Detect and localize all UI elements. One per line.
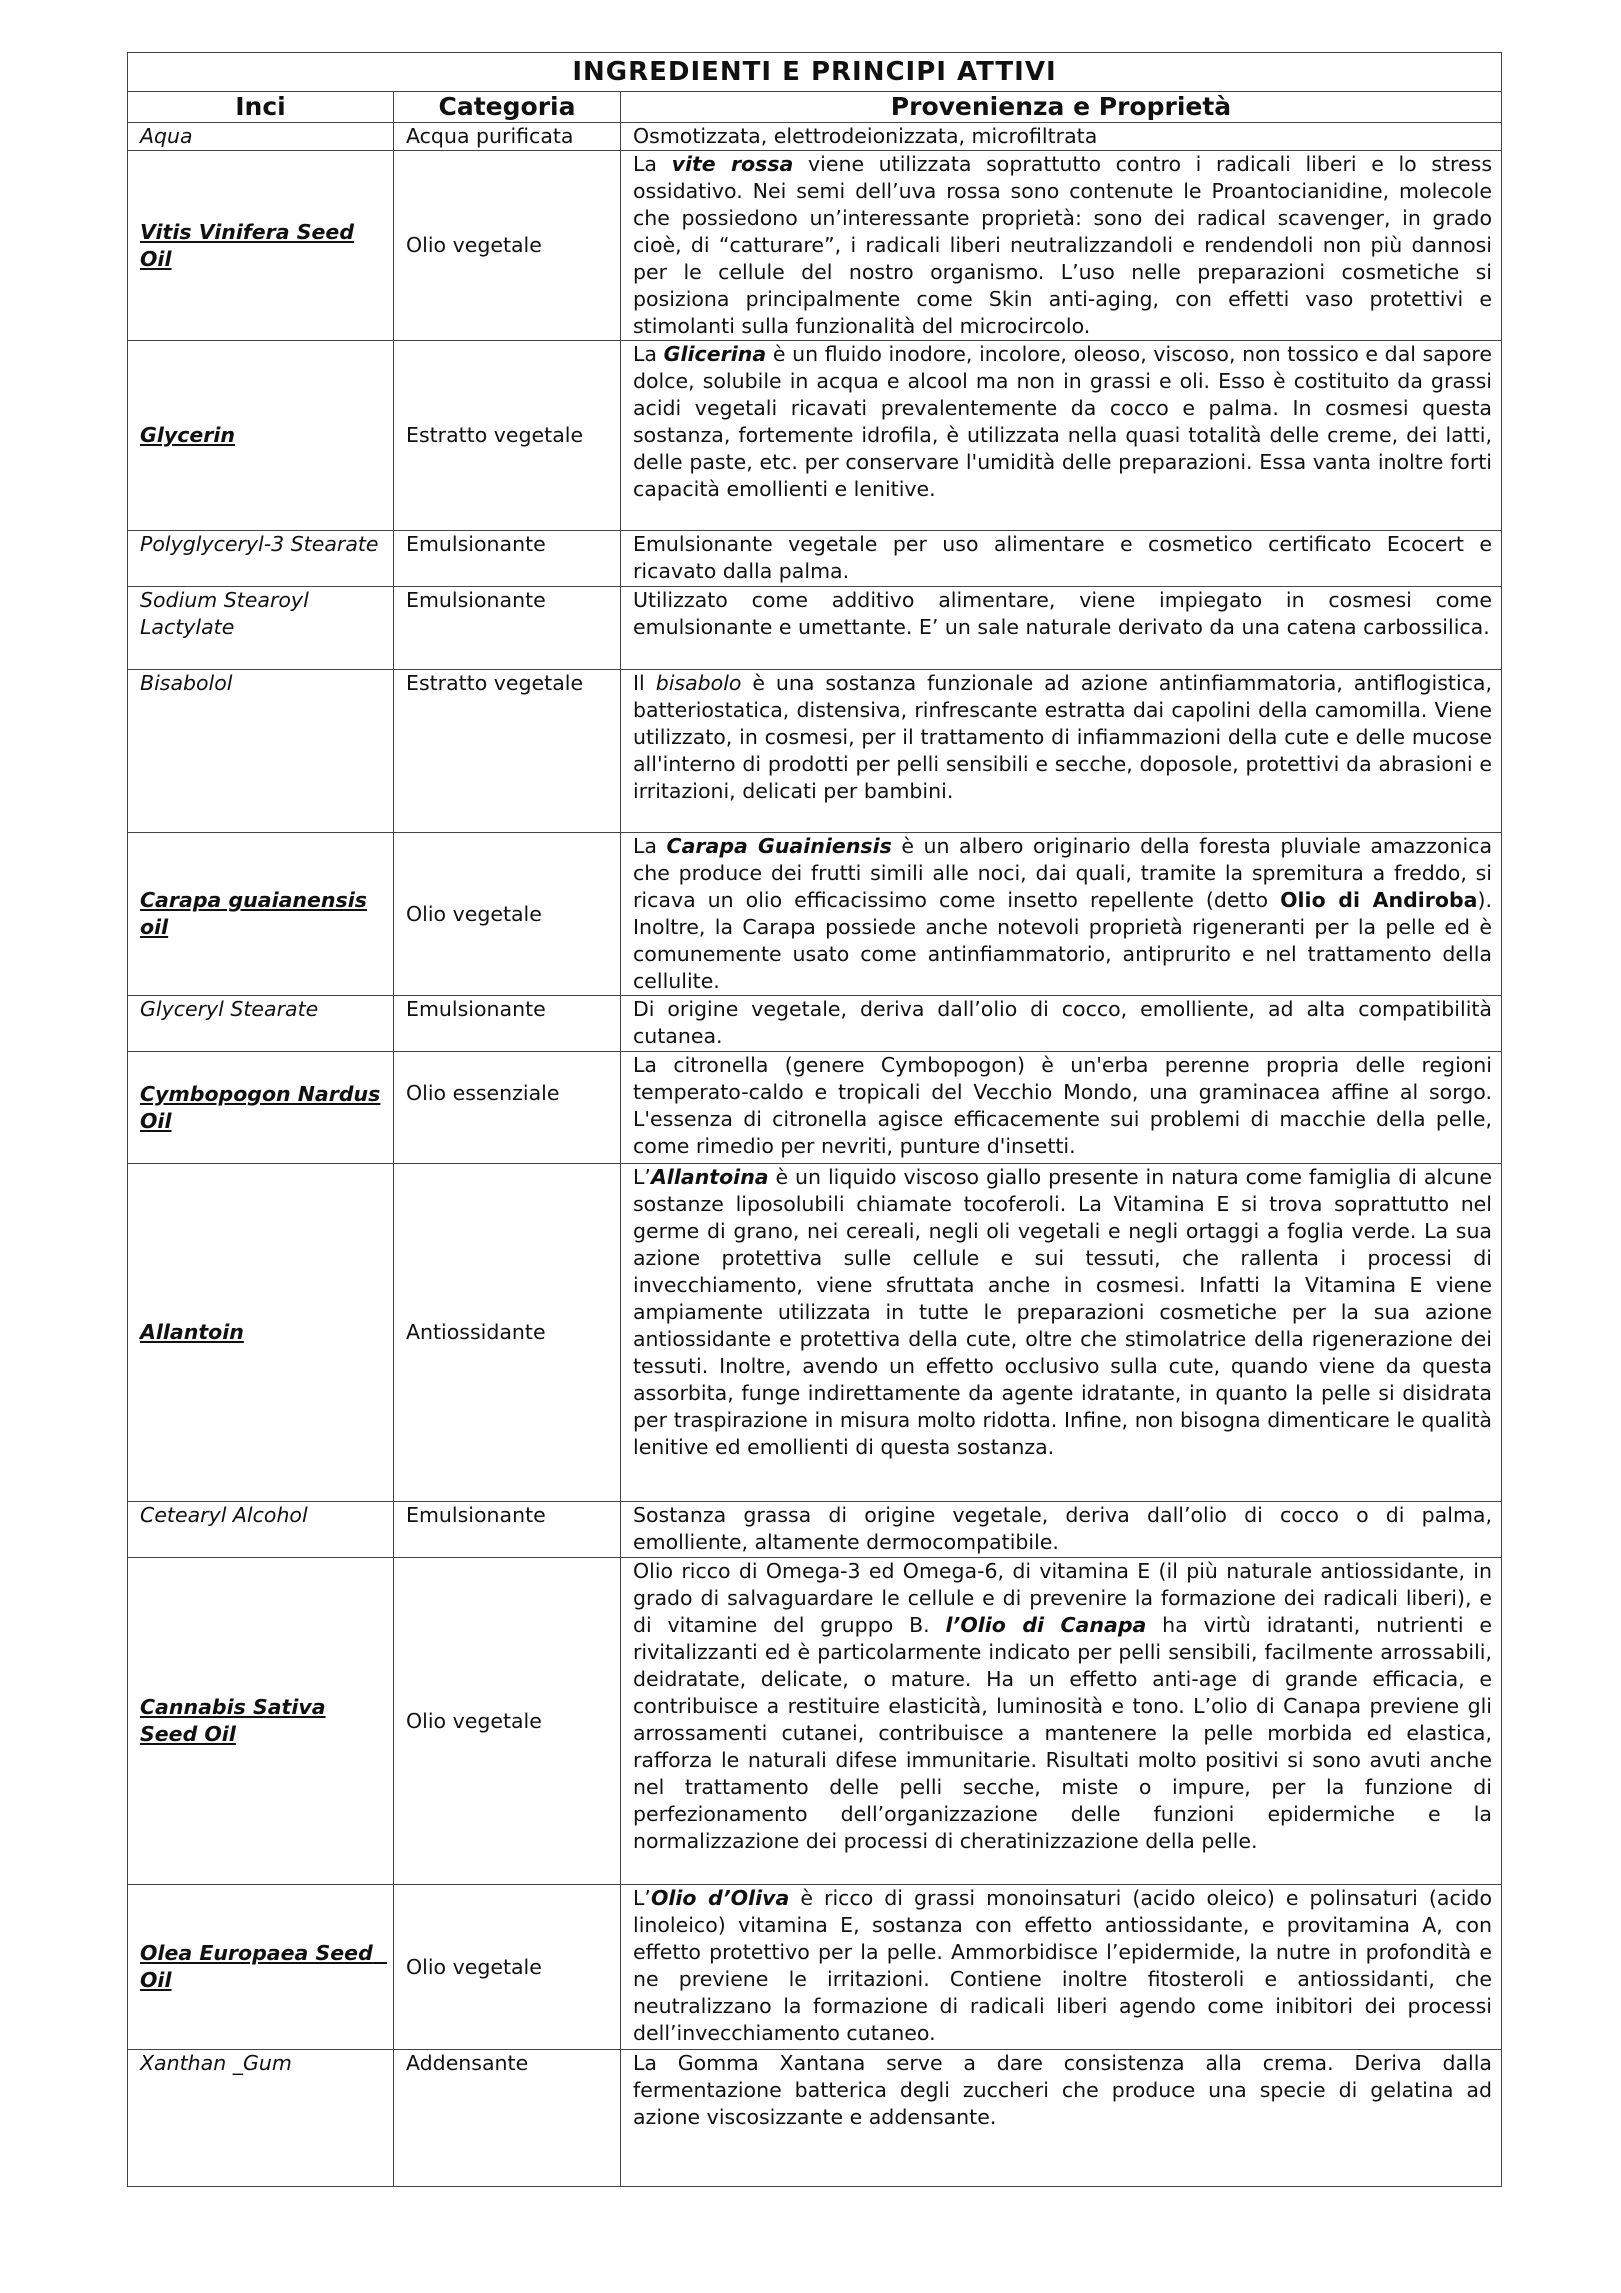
category-cell: Estratto vegetale [394, 670, 621, 833]
description-cell: Emulsionante vegetale per uso alimentare e cosmetico certificato Ecocert e ricavato dalla palma. [621, 531, 1502, 587]
header-categoria: Categoria [394, 92, 621, 123]
table-row [128, 996, 1502, 1052]
category-cell: Emulsionante [394, 531, 621, 587]
inci-cell: Glyceryl Stearate [128, 996, 394, 1052]
inci-cell: Polyglyceryl-3 Stearate [128, 531, 394, 587]
table-row [128, 1502, 1502, 1558]
description-cell: Di origine vegetale, deriva dall’olio di cocco, emolliente, ad alta compatibilità cutanea. [621, 996, 1502, 1052]
inci-cell: Aqua [128, 123, 394, 151]
table-row [128, 1885, 1502, 2050]
inci-cell: Glycerin [128, 341, 394, 531]
inci-cell: Bisabolol [128, 670, 394, 833]
table-row [128, 151, 1502, 341]
table-row [128, 833, 1502, 996]
inci-cell: Olea Europaea Seed Oil [128, 1885, 394, 2050]
description-cell: La Glicerina è un fluido inodore, incolore, oleoso, viscoso, non tossico e dal sapore dolce, solubile in acqua e alcool ma non in grassi e oli. Esso è costituito da grassi acidi vegetali ricavati prevalentemente da cocco e palma. In cosmesi questa sostanza, fortemente idrofila, è utilizzata nella quasi totalità delle creme, dei latti, delle paste, etc. per conservare l'umidità delle preparazioni. Essa vanta inoltre forti capacità emollienti e lenitive. [621, 341, 1502, 531]
table-row [128, 531, 1502, 587]
category-cell: Antiossidante [394, 1164, 621, 1502]
header-inci: Inci [128, 92, 394, 123]
table-row [128, 1164, 1502, 1502]
table-row [128, 670, 1502, 833]
category-cell: Olio vegetale [394, 151, 621, 341]
inci-cell: Carapa guaianensis oil [128, 833, 394, 996]
table-row [128, 2050, 1502, 2187]
description-cell: Utilizzato come additivo alimentare, viene impiegato in cosmesi come emulsionante e umettante. E’ un sale naturale derivato da una catena carbossilica. [621, 587, 1502, 670]
description-cell: La Gomma Xantana serve a dare consistenza alla crema. Deriva dalla fermentazione batterica degli zuccheri che produce una specie di gelatina ad azione viscosizzante e addensante. [621, 2050, 1502, 2187]
description-cell: La citronella (genere Cymbopogon) è un'erba perenne propria delle regioni temperato-caldo e tropicali del Vecchio Mondo, una graminacea affine al sorgo. L'essenza di citronella agisce efficacemente sui problemi di macchie della pelle, come rimedio per nevriti, punture d'insetti. [621, 1052, 1502, 1164]
description-cell: L’Allantoina è un liquido viscoso giallo presente in natura come famiglia di alcune sostanze liposolubili chiamate tocoferoli. La Vitamina E si trova soprattutto nel germe di grano, nei cereali, negli oli vegetali e negli ortaggi a foglia verde. La sua azione protettiva sulle cellule e sui tessuti, che rallenta i processi di invecchiamento, viene sfruttata anche in cosmesi. Infatti la Vitamina E viene ampiamente utilizzata in tutte le preparazioni cosmetiche per la sua azione antiossidante e protettiva della cute, oltre che stimolatrice della rigenerazione dei tessuti. Inoltre, avendo un effetto occlusivo sulla cute, quando viene da questa assorbita, funge indirettamente da agente idratante, in quanto la pelle si disidrata per traspirazione in misura molto ridotta. Infine, non bisogna dimenticare le qualità lenitive ed emollienti di questa sostanza. [621, 1164, 1502, 1502]
inci-cell: Vitis Vinifera Seed Oil [128, 151, 394, 341]
ingredients-sheet [127, 52, 1501, 2187]
header-provenienza: Provenienza e Proprietà [621, 92, 1502, 123]
description-cell: Olio ricco di Omega-3 ed Omega-6, di vitamina E (il più naturale antiossidante, in grado di salvaguardare le cellule e di prevenire la formazione dei radicali liberi), e di vitamine del gruppo B. l’Olio di Canapa ha virtù idratanti, nutrienti e rivitalizzanti ed è particolarmente indicato per pelli sensibili, facilmente arrossabili, deidratate, delicate, o mature. Ha un effetto anti-age di grande efficacia, e contribuisce a restituire elasticità, luminosità e tono. L’olio di Canapa previene gli arrossamenti cutanei, contribuisce a mantenere la pelle morbida ed elastica, rafforza le naturali difese immunitarie. Risultati molto positivi si sono avuti anche nel trattamento delle pelli secche, miste o impure, per la funzione di perfezionamento dell’organizzazione delle funzioni epidermiche e la normalizzazione dei processi di cheratinizzazione della pelle. [621, 1558, 1502, 1885]
inci-cell: Cetearyl Alcohol [128, 1502, 394, 1558]
inci-cell: Cannabis Sativa Seed Oil [128, 1558, 394, 1885]
description-cell: La Carapa Guainiensis è un albero originario della foresta pluviale amazzonica che produce dei frutti simili alle noci, dai quali, tramite la spremitura a freddo, si ricava un olio efficacissimo come insetto repellente (detto Olio di Andiroba). Inoltre, la Carapa possiede anche notevoli proprietà rigeneranti per la pelle ed è comunemente usato come antinfiammatorio, antiprurito e nel trattamento della cellulite. [621, 833, 1502, 996]
description-cell: L’Olio d’Oliva è ricco di grassi monoinsaturi (acido oleico) e polinsaturi (acido linoleico) vitamina E, sostanza con effetto antiossidante, e provitamina A, con effetto protettivo per la pelle. Ammorbidisce l’epidermide, la nutre in profondità e ne previene le irritazioni. Contiene inoltre fitosteroli e antiossidanti, che neutralizzano la formazione di radicali liberi agendo come inibitori dei processi dell’invecchiamento cutaneo. [621, 1885, 1502, 2050]
table-row [128, 341, 1502, 531]
description-cell: La vite rossa viene utilizzata soprattutto contro i radicali liberi e lo stress ossidativo. Nei semi dell’uva rossa sono contenute le Proantocianidine, molecole che possiedono un’interessante proprietà: sono dei radical scavenger, in grado cioè, di “catturare”, i radicali liberi neutralizzandoli e rendendoli non più dannosi per le cellule del nostro organismo. L’uso nelle preparazioni cosmetiche si posiziona principalmente come Skin anti-aging, con effetti vaso protettivi e stimolanti sulla funzionalità del microcircolo. [621, 151, 1502, 341]
inci-cell: Xanthan _Gum [128, 2050, 394, 2187]
category-cell: Olio vegetale [394, 1558, 621, 1885]
table-title: INGREDIENTI E PRINCIPI ATTIVI [128, 53, 1502, 92]
category-cell: Acqua purificata [394, 123, 621, 151]
table-row [128, 1052, 1502, 1164]
category-cell: Emulsionante [394, 587, 621, 670]
inci-cell: Sodium Stearoyl Lactylate [128, 587, 394, 670]
ingredients-table [127, 52, 1502, 2187]
inci-cell: Allantoin [128, 1164, 394, 1502]
category-cell: Olio vegetale [394, 833, 621, 996]
table-row [128, 123, 1502, 151]
category-cell: Emulsionante [394, 1502, 621, 1558]
category-cell: Olio essenziale [394, 1052, 621, 1164]
category-cell: Estratto vegetale [394, 341, 621, 531]
category-cell: Emulsionante [394, 996, 621, 1052]
header-row [128, 92, 1502, 123]
category-cell: Olio vegetale [394, 1885, 621, 2050]
table-row [128, 587, 1502, 670]
category-cell: Addensante [394, 2050, 621, 2187]
table-row [128, 1558, 1502, 1885]
description-cell: Sostanza grassa di origine vegetale, deriva dall’olio di cocco o di palma, emolliente, altamente dermocompatibile. [621, 1502, 1502, 1558]
description-cell: Osmotizzata, elettrodeionizzata, microfiltrata [621, 123, 1502, 151]
description-cell: Il bisabolo è una sostanza funzionale ad azione antinfiammatoria, antiflogistica, batteriostatica, distensiva, rinfrescante estratta dai capolini della camomilla. Viene utilizzato, in cosmesi, per il trattamento di infiammazioni della cute e delle mucose all'interno di prodotti per pelli sensibili e secche, doposole, protettivi da abrasioni e irritazioni, delicati per bambini. [621, 670, 1502, 833]
inci-cell: Cymbopogon Nardus Oil [128, 1052, 394, 1164]
